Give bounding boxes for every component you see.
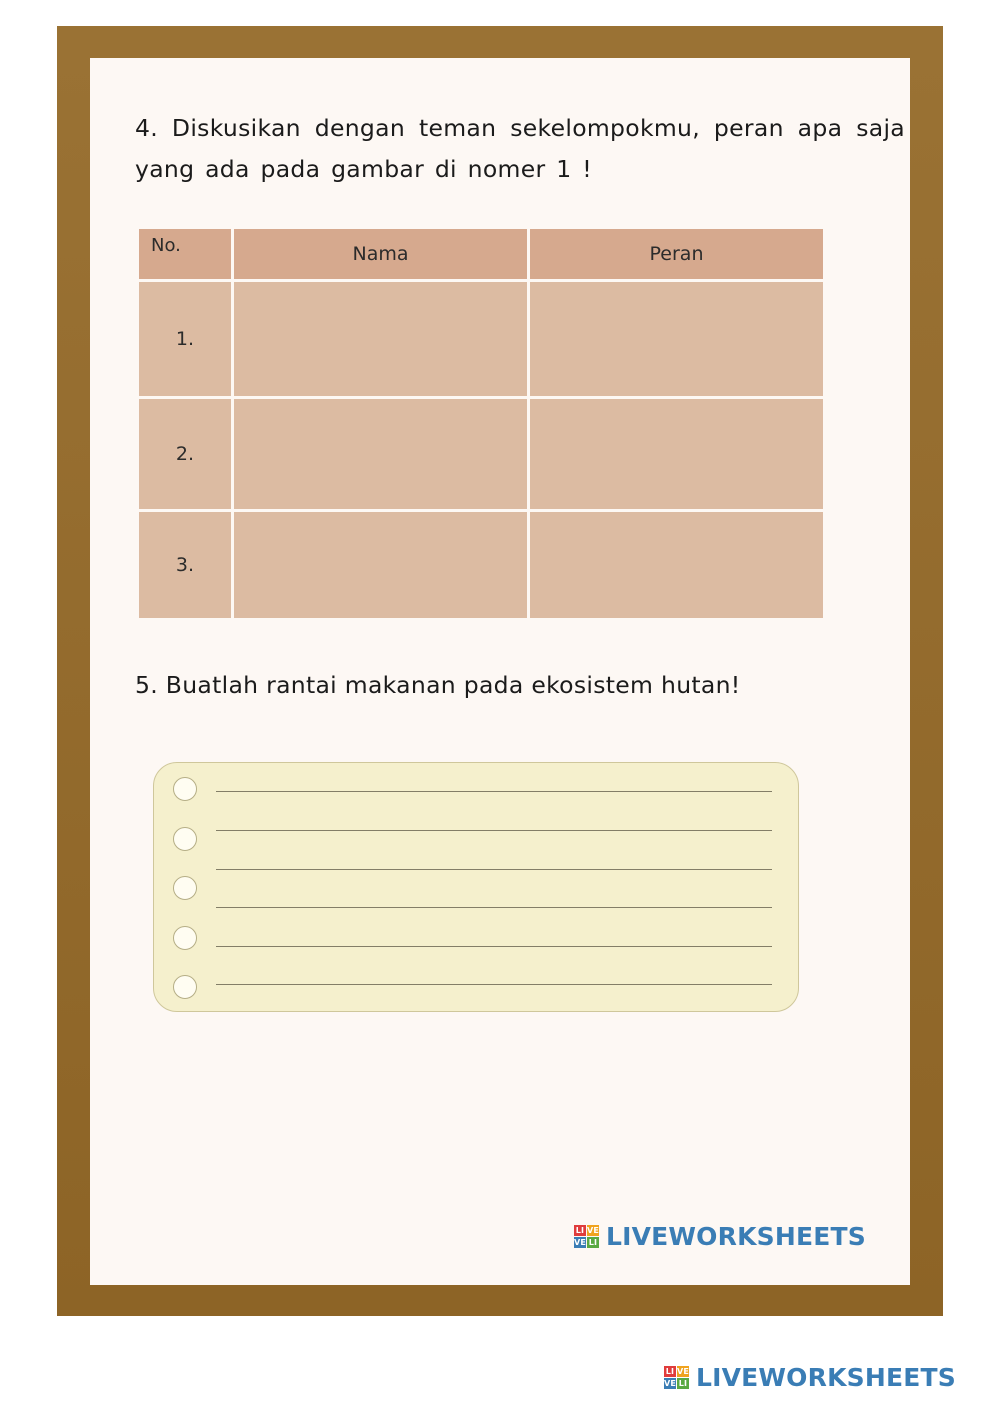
table-cell-no: 2. (139, 399, 231, 509)
notepad-hole-icon (173, 975, 197, 999)
logo-tile-ve: VE (586, 1226, 599, 1235)
roles-table-wrapper (136, 226, 826, 621)
liveworksheets-watermark-inner (574, 1222, 866, 1251)
table-header-peran: Peran (530, 229, 823, 279)
table-cell-nama[interactable] (234, 282, 527, 396)
notepad-lines (216, 791, 772, 985)
notepad-rule (216, 869, 772, 870)
logo-tile-ve2: VE (663, 1379, 676, 1388)
table-cell-peran[interactable] (530, 512, 823, 618)
worksheet-frame (57, 26, 943, 1316)
notepad-holes (168, 777, 202, 999)
notepad-hole-icon (173, 876, 197, 900)
question-4-text: 4. Diskusikan dengan teman sekelompokmu, peran apa saja yang ada pada gambar di nomer 1 ! (135, 114, 905, 184)
table-cell-nama[interactable] (234, 399, 527, 509)
logo-tile-li: LI (665, 1367, 675, 1376)
table-cell-nama[interactable] (234, 512, 527, 618)
liveworksheets-wordmark: LIVEWORKSHEETS (605, 1222, 866, 1251)
table-header-row (139, 229, 823, 279)
answer-notepad[interactable] (153, 762, 799, 1012)
table-row (139, 282, 823, 396)
notepad-rule (216, 791, 772, 792)
logo-tile-li2: LI (678, 1379, 688, 1388)
table-cell-no: 1. (139, 282, 231, 396)
table-row (139, 399, 823, 509)
liveworksheets-logo-icon (574, 1225, 599, 1248)
question-5-text: 5. Buatlah rantai makanan pada ekosistem hutan! (135, 671, 741, 700)
liveworksheets-watermark-outer (664, 1363, 956, 1392)
table-cell-peran[interactable] (530, 399, 823, 509)
liveworksheets-wordmark: LIVEWORKSHEETS (695, 1363, 956, 1392)
logo-tile-ve: VE (676, 1367, 689, 1376)
table-cell-no: 3. (139, 512, 231, 618)
worksheet-page (90, 58, 910, 1285)
table-header-no: No. (139, 229, 231, 279)
notepad-rule (216, 946, 772, 947)
roles-table (136, 226, 826, 621)
notepad-rule (216, 907, 772, 908)
table-row (139, 512, 823, 618)
table-header-nama: Nama (234, 229, 527, 279)
notepad-hole-icon (173, 926, 197, 950)
notepad-hole-icon (173, 827, 197, 851)
liveworksheets-logo-icon (664, 1366, 689, 1389)
logo-tile-li2: LI (588, 1238, 598, 1247)
notepad-rule (216, 984, 772, 985)
logo-tile-ve2: VE (573, 1238, 586, 1247)
logo-tile-li: LI (575, 1226, 585, 1235)
notepad-rule (216, 830, 772, 831)
notepad-hole-icon (173, 777, 197, 801)
table-cell-peran[interactable] (530, 282, 823, 396)
